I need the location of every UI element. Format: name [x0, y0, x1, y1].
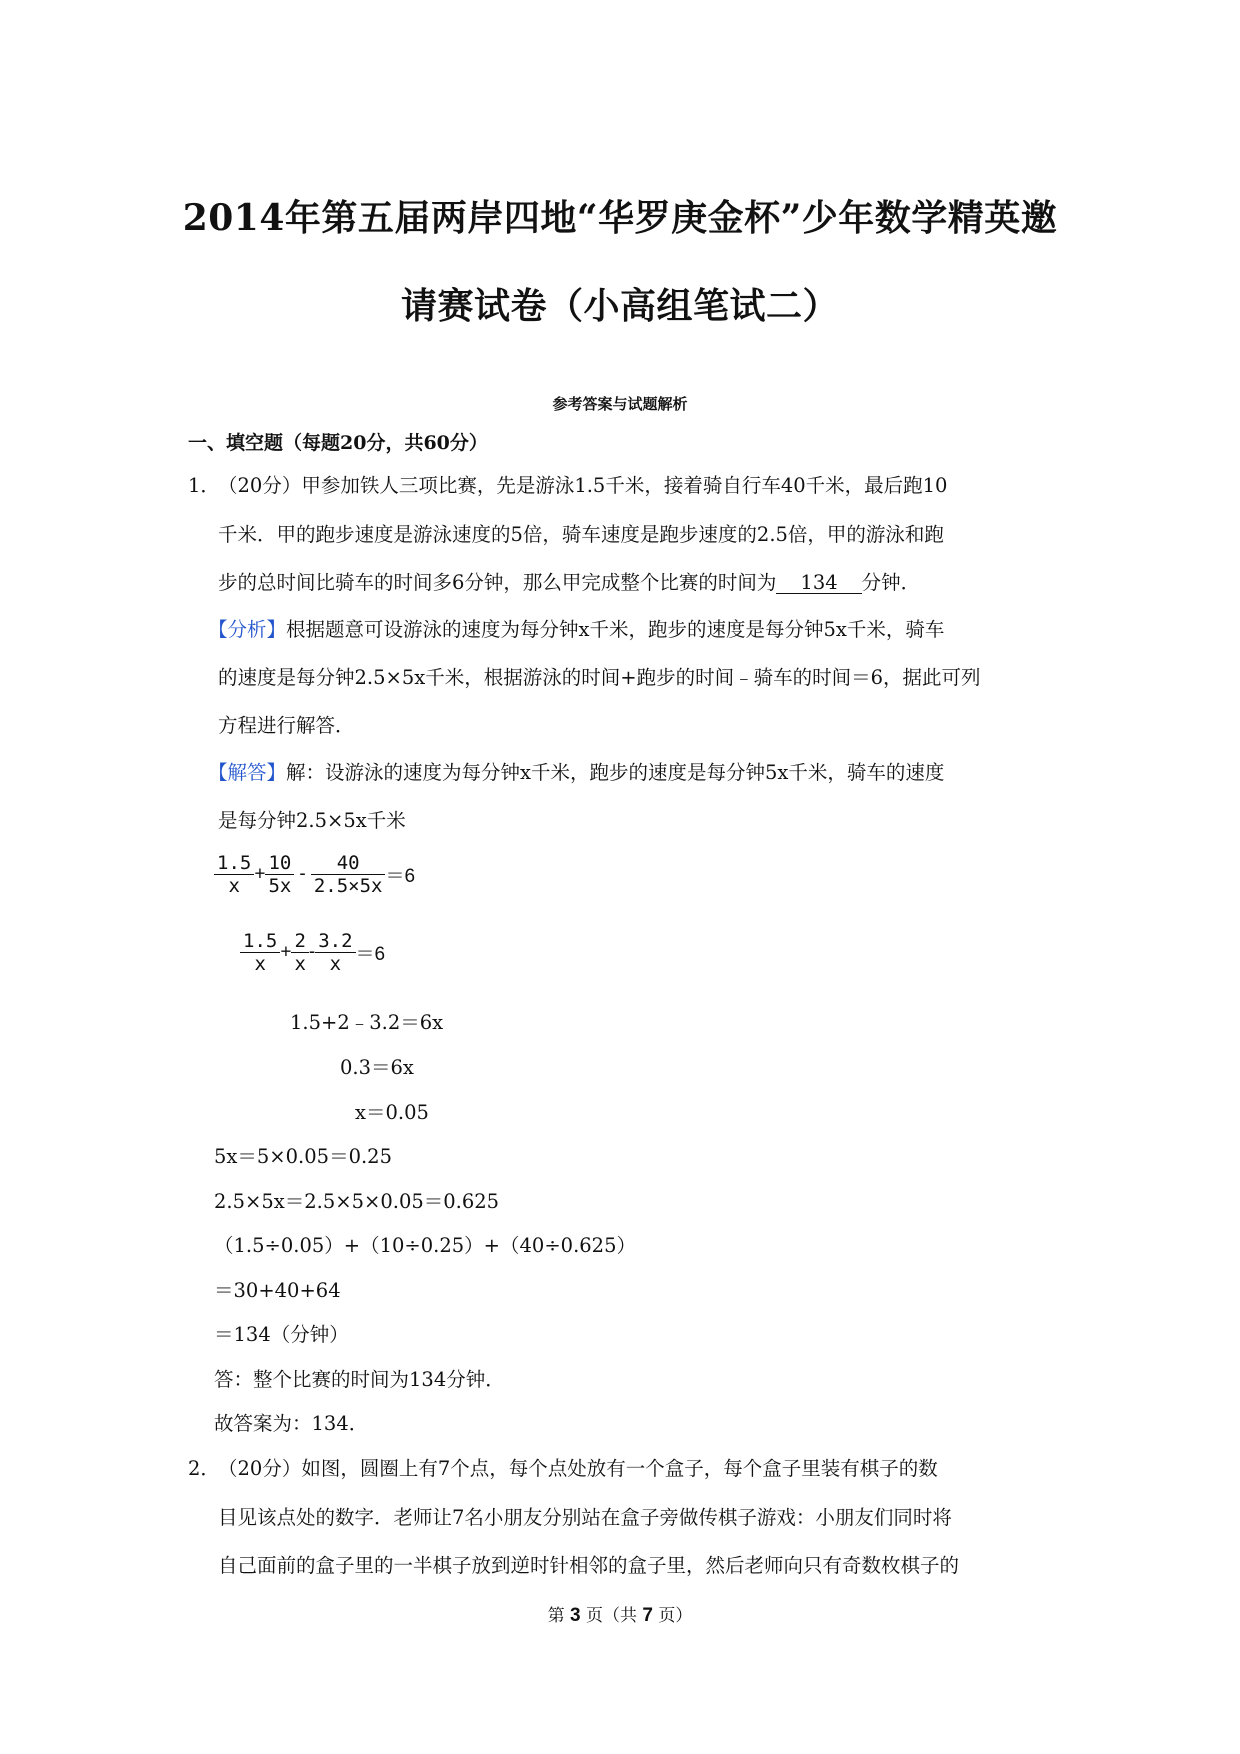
step-10: ＝134（分钟） — [214, 1323, 349, 1346]
q2-number: 2． — [188, 1457, 220, 1480]
q1-line-3-tail: 分钟． — [861, 571, 921, 594]
q2-line-2: 目见该点处的数字．老师让7名小朋友分别站在盒子旁做传棋子游戏：小朋友们同时将 — [218, 1506, 952, 1529]
step-3: 1.5+2﹣3.2＝6x — [290, 1011, 444, 1034]
q1-line-2: 千米．甲的跑步速度是游泳速度的5倍，骑车速度是跑步速度的2.5倍，甲的游泳和跑 — [218, 523, 944, 546]
section-heading: 一、填空题（每题20分，共60分） — [188, 432, 488, 454]
page-number: 3 — [570, 1605, 581, 1626]
step-6: 5x＝5×0.05＝0.25 — [214, 1145, 392, 1168]
fraction: $\frac{2}{x}$ — [291, 930, 308, 975]
equation-2: $\frac{1.5}{x}$ + $\frac{2}{x}$ - $\frac{3.2}{x}$ ＝6 — [240, 930, 385, 975]
answer-statement: 答：整个比赛的时间为134分钟． — [214, 1368, 505, 1391]
analysis-line-2: 的速度是每分钟2.5×5x千米，根据游泳的时间+跑步的时间﹣骑车的时间＝6，据此可列 — [218, 666, 981, 689]
q1-line-3 — [218, 567, 920, 595]
q1-number: 1． — [188, 474, 220, 497]
fraction: $\frac{40}{2.5\times 5x}$ — [311, 852, 386, 897]
step-5: x＝0.05 — [355, 1101, 429, 1124]
q1-line-1: （20分）甲参加铁人三项比赛，先是游泳1.5千米，接着骑自行车40千米，最后跑10 — [218, 474, 948, 497]
page-total: 7 — [642, 1605, 653, 1626]
page-footer: 第 3 页（共 7 页） — [547, 1605, 693, 1626]
q2-line-3: 自己面前的盒子里的一半棋子放到逆时针相邻的盒子里，然后老师向只有奇数枚棋子的 — [218, 1554, 960, 1577]
step-4: 0.3＝6x — [340, 1056, 414, 1079]
solution-tag: 【解答】 — [208, 761, 287, 784]
fraction: $\frac{10}{5x}$ — [265, 852, 294, 897]
fraction: $\frac{3.2}{x}$ — [315, 930, 355, 975]
title-line-2: 请赛试卷（小高组笔试二） — [400, 285, 839, 327]
solution-paragraph — [208, 757, 944, 785]
solution-line-2: 是每分钟2.5×5x千米 — [218, 809, 406, 832]
analysis-line-1: 根据题意可设游泳的速度为每分钟x千米，跑步的速度是每分钟5x千米，骑车 — [286, 618, 945, 641]
solution-line-1: 解：设游泳的速度为每分钟x千米，跑步的速度是每分钟5x千米，骑车的速度 — [286, 761, 945, 784]
subtitle: 参考答案与试题解析 — [552, 395, 688, 413]
title-line-1: 2014年第五届两岸四地“华罗庚金杯”少年数学精英邀 — [182, 197, 1058, 239]
analysis-paragraph — [208, 614, 944, 642]
fraction: $\frac{1.5}{x}$ — [214, 852, 254, 897]
analysis-tag: 【分析】 — [208, 618, 287, 641]
analysis-line-3: 方程进行解答． — [218, 714, 355, 737]
answer-blank: 134 — [776, 572, 861, 594]
final-answer: 故答案为：134． — [214, 1412, 369, 1435]
q2-line-1: （20分）如图，圆圈上有7个点，每个点处放有一个盒子，每个盒子里装有棋子的数 — [218, 1457, 938, 1480]
step-8: （1.5÷0.05）+（10÷0.25）+（40÷0.625） — [214, 1234, 636, 1257]
fraction: $\frac{1.5}{x}$ — [240, 930, 280, 975]
step-7: 2.5×5x＝2.5×5×0.05＝0.625 — [214, 1190, 500, 1213]
q1-line-3-text: 步的总时间比骑车的时间多6分钟，那么甲完成整个比赛的时间为 — [218, 571, 777, 594]
equation-1: $\frac{1.5}{x}$ + $\frac{10}{5x}$ - $\frac{40}{2.5\times 5x}$ ＝6 — [214, 852, 415, 897]
step-9: ＝30+40+64 — [214, 1279, 341, 1302]
